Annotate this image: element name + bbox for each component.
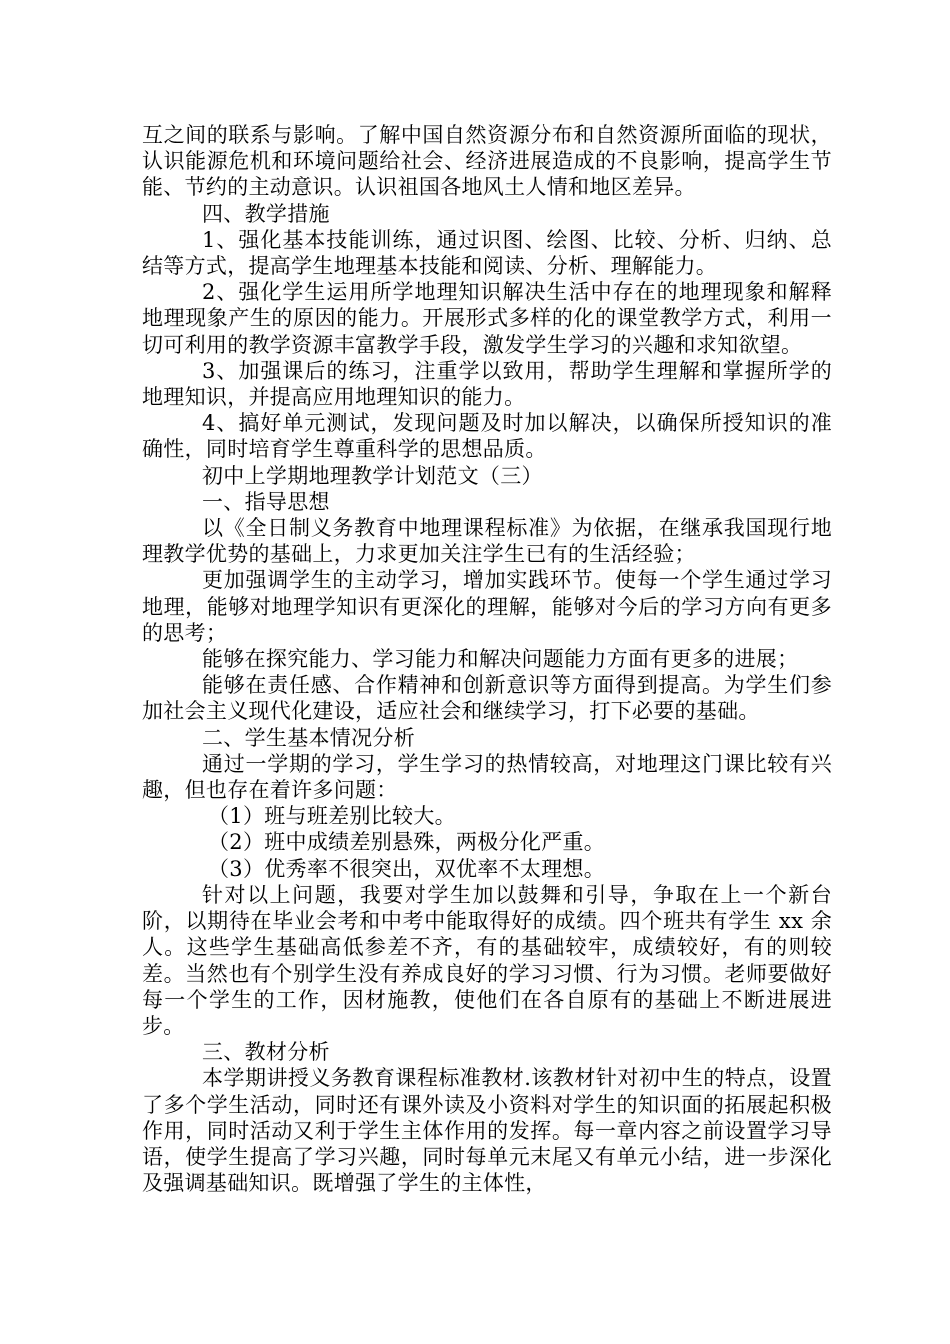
paragraph-student-analysis: 通过一学期的学习，学生学习的热情较高，对地理这门课比较有兴趣，但也存在着许多问题：: [142, 751, 832, 803]
document-subtitle: 初中上学期地理教学计划范文（三）: [202, 463, 543, 488]
section-heading-teaching-measures: 四、教学措施: [202, 201, 330, 226]
list-item-measure-3: 3、加强课后的练习，注重学以致用，帮助学生理解和掌握所学的地理知识，并提高应用地理知识的能力。: [142, 358, 832, 410]
paragraph-ideology-4: 能够在责任感、合作精神和创新意识等方面得到提高。为学生们参加社会主义现代化建设，适应社会和继续学习，打下必要的基础。: [142, 673, 832, 724]
list-item-measure-2: 2、强化学生运用所学地理知识解决生活中存在的地理现象和解释地理现象产生的原因的能力。开展形式多样的化的课堂教学方式，利用一切可利用的教学资源丰富教学手段，激发学生学习的兴趣和求知欲望。: [142, 280, 832, 357]
paragraph-ideology-3: 能够在探究能力、学习能力和解决问题能力方面有更多的进展；: [202, 647, 799, 672]
list-item-problem-2: （2）班中成绩差别悬殊，两极分化严重。: [208, 830, 606, 855]
paragraph-textbook-analysis: 本学期讲授义务教育课程标准教材.该教材针对初中生的特点，设置了多个学生活动，同时还有课外读及小资料对学生的知识面的拓展起积极作用，同时活动又利于学生主体作用的发挥。每一章内容之前设置学习导语，使学生提高了学习兴趣，同时每单元末尾又有单元小结，进一步深化及强调基础知识。既增强了学生的主体性，: [142, 1066, 832, 1196]
list-item-measure-4: 4、搞好单元测试，发现问题及时加以解决，以确保所授知识的准确性，同时培育学生尊重科学的思想品质。: [142, 411, 832, 462]
section-heading-guiding-ideology: 一、指导思想: [202, 489, 330, 514]
list-item-problem-1: （1）班与班差别比较大。: [208, 804, 456, 829]
document-body: [142, 122, 832, 1196]
section-heading-textbook-analysis: 三、教材分析: [202, 1040, 330, 1065]
paragraph-ideology-1: 以《全日制义务教育中地理课程标准》为依据，在继承我国现行地理教学优势的基础上，力求更加关注学生已有的生活经验；: [142, 516, 832, 567]
paragraph-response-plan: 针对以上问题，我要对学生加以鼓舞和引导，争取在上一个新台阶，以期待在毕业会考和中考中能取得好的成绩。四个班共有学生 xx 余人。这些学生基础高低参差不齐，有的基础较牢，成绩较好，有的则较差。当然也有个别学生没有养成良好的学习习惯、行为习惯。老师要做好每一个学生的工作，因材施教，使他们在各自原有的基础上不断进展进步。: [142, 882, 832, 1038]
list-item-problem-3: （3）优秀率不很突出，双优率不太理想。: [208, 856, 606, 881]
section-heading-student-analysis: 二、学生基本情况分析: [202, 725, 415, 750]
paragraph-ideology-2: 更加强调学生的主动学习，增加实践环节。使每一个学生通过学习地理，能够对地理学知识有更深化的理解，能够对今后的学习方向有更多的思考；: [142, 568, 832, 645]
list-item-measure-1: 1、强化基本技能训练，通过识图、绘图、比较、分析、归纳、总结等方式，提高学生地理基本技能和阅读、分析、理解能力。: [142, 227, 832, 279]
paragraph-continuation: 互之间的联系与影响。了解中国自然资源分布和自然资源所面临的现状，认识能源危机和环境问题给社会、经济进展造成的不良影响，提高学生节能、节约的主动意识。认识祖国各地风土人情和地区差异。: [142, 123, 832, 200]
